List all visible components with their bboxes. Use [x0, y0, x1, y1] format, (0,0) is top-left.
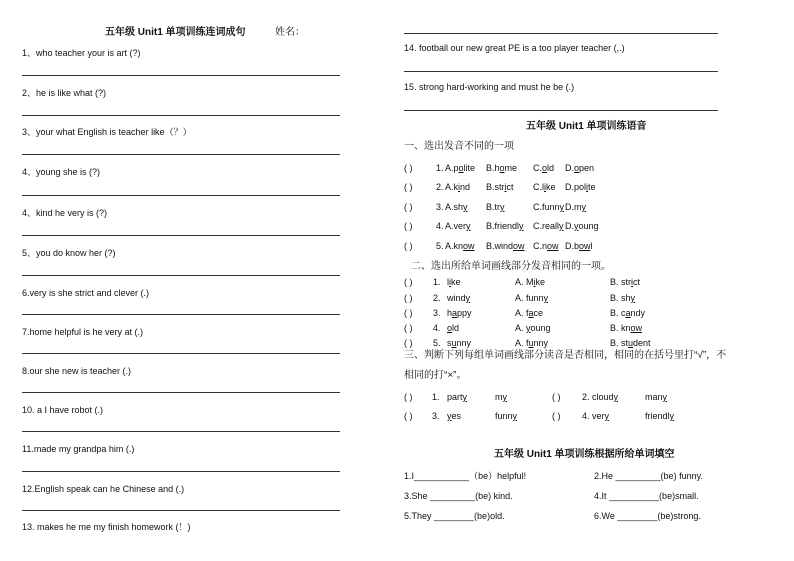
question-number: 1.	[436, 163, 444, 173]
option-d-underlined: ow	[579, 241, 591, 251]
word-right-1-pre: m	[495, 392, 503, 402]
option-a-pre: A. f	[515, 308, 529, 318]
given-word-pre: s	[447, 338, 452, 348]
option-c-pre: C.reall	[533, 221, 560, 231]
option-d-underlined: o	[574, 163, 580, 173]
option-c-underlined: o	[542, 163, 548, 173]
option-a-underlined: y	[466, 221, 471, 231]
option-a-post: ce	[533, 308, 544, 318]
given-word-post: ppy	[457, 308, 472, 318]
option-b	[610, 307, 645, 319]
section2-heading: 二、选出所给单词画线部分发音相同的一项。	[411, 261, 611, 272]
fill-item: 6.We ________(be)strong.	[594, 511, 701, 521]
answer-line	[22, 510, 340, 511]
given-word-post: ld	[452, 323, 460, 333]
sentence-15: 15. strong hard-working and must he be (.)	[404, 82, 575, 92]
option-a	[515, 322, 551, 334]
answer-bracket: ( )	[404, 323, 413, 333]
question-number: 1.	[432, 392, 440, 402]
word-right-1-underlined: y	[512, 411, 518, 421]
answer-line	[404, 110, 718, 111]
option-c	[533, 201, 564, 213]
option-d-pre: D.b	[565, 241, 580, 251]
option-a-underlined: o	[458, 163, 464, 173]
word-left-1-pre: part	[447, 392, 463, 402]
answer-line	[22, 392, 340, 393]
word-right-1	[495, 410, 517, 422]
word-right-2-pre: friendl	[645, 411, 670, 421]
given-word-underlined: u	[451, 338, 457, 348]
given-word-underlined: y	[465, 293, 471, 303]
option-c-post: ke	[546, 182, 556, 192]
option-a	[445, 220, 471, 232]
option-a-post: nd	[460, 182, 471, 192]
answer-line	[22, 275, 340, 276]
question-number: 3.	[432, 411, 440, 421]
given-word-underlined: a	[452, 308, 458, 318]
question-number: 2.	[433, 293, 441, 303]
option-d-pre: D.m	[565, 202, 582, 212]
word-right-1-pre: funn	[495, 411, 513, 421]
given-word	[447, 307, 472, 319]
option-b-underlined: i	[504, 182, 507, 192]
sentence-item: 13. makes he me my finish homework (！)	[22, 522, 191, 532]
option-a-underlined: u	[528, 338, 534, 348]
option-d-underlined: y	[581, 202, 586, 212]
answer-line	[22, 75, 340, 76]
word-left-1-underlined: y	[462, 392, 468, 402]
option-a	[515, 292, 548, 304]
option-a-post: nny	[533, 338, 549, 348]
sentence-item: 10. a I have robot (.)	[22, 405, 104, 415]
option-b	[610, 292, 635, 304]
option-a-post: ke	[535, 277, 546, 287]
option-b-underlined: y	[519, 221, 524, 231]
option-a-underlined: y	[463, 202, 468, 212]
word-left-1	[447, 410, 461, 422]
option-b-pre: B. sh	[610, 293, 631, 303]
word-left-2-pre: cloud	[592, 392, 614, 402]
option-c-pre: C.n	[533, 241, 548, 251]
question-number: 4.	[436, 221, 444, 231]
word-left-2	[592, 391, 618, 403]
option-d-post: pen	[579, 163, 595, 173]
fill-item: 2.He _________(be) funny.	[594, 471, 703, 481]
word-left-1-underlined: y	[447, 411, 452, 421]
option-b-post: ndy	[630, 308, 646, 318]
option-a-pre: A. f	[515, 338, 529, 348]
option-c-underlined: i	[544, 182, 546, 192]
given-word-underlined: o	[447, 323, 453, 333]
option-c	[533, 162, 554, 174]
option-a-pre: A.	[515, 323, 527, 333]
option-a-underlined: a	[528, 308, 534, 318]
answer-bracket: ( )	[404, 392, 413, 402]
option-d-underlined: i	[586, 182, 589, 192]
question-number: 5.	[433, 338, 441, 348]
option-a	[515, 337, 548, 349]
option-b	[486, 220, 524, 232]
answer-line	[22, 115, 340, 116]
option-b-pre: B.wind	[486, 241, 514, 251]
option-a-pre: A. M	[515, 277, 534, 287]
given-word	[447, 292, 470, 304]
option-b-pre: B. kn	[610, 323, 631, 333]
option-a-pre: A.kn	[445, 241, 464, 251]
option-b-post: ct	[633, 277, 641, 287]
left-title: 五年级 Unit1 单项训练连词成句	[105, 27, 246, 38]
answer-bracket: ( )	[404, 163, 413, 173]
answer-bracket: ( )	[404, 182, 413, 192]
sentence-item: 12.English speak can he Chinese and (.)	[22, 484, 185, 494]
option-a-pre: A.p	[445, 163, 459, 173]
word-right-2-underlined: y	[662, 392, 668, 402]
option-a-underlined: y	[526, 323, 531, 333]
sentence-item: 5、you do know her (?)	[22, 248, 116, 258]
option-b-underlined: o	[499, 163, 505, 173]
answer-bracket: ( )	[404, 338, 413, 348]
option-b	[610, 337, 651, 349]
section3-heading-cont: 相同的打“×”。	[404, 370, 467, 381]
question-number: 3.	[436, 202, 444, 212]
given-word	[447, 322, 459, 334]
question-number: 2.	[436, 182, 444, 192]
sentence-item: 8.our she new is teacher (.)	[22, 366, 132, 376]
option-b-post: dent	[633, 338, 651, 348]
option-b-pre: B. st	[610, 338, 629, 348]
word-right-2-pre: man	[645, 392, 663, 402]
option-c-pre: C.	[533, 163, 542, 173]
option-b	[486, 162, 517, 174]
option-b-pre: B.h	[486, 163, 500, 173]
option-d-pre: D.	[565, 163, 574, 173]
fill-title: 五年级 Unit1 单项训练根据所给单词填空	[494, 449, 675, 460]
word-right-1-underlined: y	[502, 392, 507, 402]
answer-bracket: ( )	[404, 277, 413, 287]
option-c-underlined: y	[559, 221, 564, 231]
option-d-pre: D.	[565, 221, 574, 231]
given-word-pre: h	[447, 308, 453, 318]
option-d-pre: D.pol	[565, 182, 587, 192]
section3-heading: 三、判断下列每组单词画线部分读音是否相同，相同的在括号里打“√”，不	[404, 350, 727, 361]
option-b-underlined: y	[500, 202, 505, 212]
answer-line	[22, 314, 340, 315]
option-b	[486, 201, 505, 213]
option-c	[533, 181, 556, 193]
option-c-post: ld	[547, 163, 555, 173]
answer-line	[22, 471, 340, 472]
given-word-pre: l	[447, 277, 449, 287]
option-b-post: me	[504, 163, 518, 173]
question-number: 5.	[436, 241, 444, 251]
answer-bracket: ( )	[552, 392, 561, 402]
option-d-post: l	[590, 241, 593, 251]
option-a	[515, 276, 545, 288]
answer-line	[22, 353, 340, 354]
option-a-post: oung	[530, 323, 551, 333]
sentence-item: 6.very is she strict and clever (.)	[22, 288, 150, 298]
option-d-post: oung	[578, 221, 599, 231]
option-a-underlined: ow	[463, 241, 475, 251]
answer-bracket: ( )	[404, 221, 413, 231]
given-word-post: nny	[456, 338, 472, 348]
given-word	[447, 276, 461, 288]
option-b-underlined: ow	[630, 323, 643, 333]
option-d-underlined: y	[574, 221, 579, 231]
option-c	[533, 220, 564, 232]
option-b	[486, 240, 525, 252]
option-d	[565, 181, 596, 193]
option-a	[445, 201, 468, 213]
option-d	[565, 220, 599, 232]
sentence-item: 1、who teacher your is art (?)	[22, 48, 141, 58]
option-a-underlined: i	[533, 277, 536, 287]
option-b-underlined: a	[625, 308, 631, 318]
option-b-pre: B.friendl	[486, 221, 520, 231]
option-b-underlined: i	[631, 277, 634, 287]
option-b-pre: B.str	[486, 182, 505, 192]
section1-heading: 一、选出发音不同的一项	[404, 141, 514, 152]
answer-bracket: ( )	[404, 202, 413, 212]
given-word-post: ke	[451, 277, 461, 287]
option-a-post: lite	[463, 163, 476, 173]
option-a-pre: A. funn	[515, 293, 544, 303]
answer-line	[404, 71, 718, 72]
option-a-underlined: i	[458, 182, 461, 192]
option-a-pre: A.sh	[445, 202, 464, 212]
question-number: 4.	[582, 411, 590, 421]
option-b-underlined: u	[628, 338, 634, 348]
answer-bracket: ( )	[552, 411, 561, 421]
option-d	[565, 201, 586, 213]
option-a-underlined: y	[543, 293, 549, 303]
given-word	[447, 337, 471, 349]
sentence-item: 2、he is like what (?)	[22, 88, 107, 98]
word-left-1-post: es	[451, 411, 462, 421]
word-right-2	[645, 391, 667, 403]
fill-item: 4.It __________(be)small.	[594, 491, 699, 501]
option-c-pre: C.l	[533, 182, 544, 192]
question-number: 4.	[433, 323, 441, 333]
fill-item: 3.She _________(be) kind.	[404, 491, 513, 501]
option-c	[533, 240, 559, 252]
given-word-pre: wind	[447, 293, 466, 303]
option-d	[565, 162, 594, 174]
answer-line	[404, 33, 718, 34]
word-right-2-underlined: y	[669, 411, 675, 421]
phonics-title: 五年级 Unit1 单项训练语音	[526, 121, 647, 132]
answer-bracket: ( )	[404, 293, 413, 303]
answer-line	[22, 431, 340, 432]
option-a-pre: A.k	[445, 182, 459, 192]
option-d-post: te	[588, 182, 596, 192]
sentence-item: 11.made my grandpa him (.)	[22, 444, 135, 454]
sentence-item: 4、young she is (?)	[22, 167, 101, 177]
sentence-item: 4、kind he very is (?)	[22, 208, 108, 218]
option-a	[445, 162, 475, 174]
answer-bracket: ( )	[404, 411, 413, 421]
fill-item: 1.I___________（be）helpful!	[404, 471, 527, 481]
answer-line	[22, 235, 340, 236]
word-left-1	[447, 391, 467, 403]
option-c-underlined: ow	[547, 241, 559, 251]
option-b-pre: B.tr	[486, 202, 501, 212]
sentence-item: 7.home helpful is he very at (.)	[22, 327, 144, 337]
word-right-2	[645, 410, 674, 422]
option-b	[610, 276, 640, 288]
word-left-2-underlined: y	[604, 411, 610, 421]
option-a	[445, 181, 470, 193]
word-left-2-pre: ver	[592, 411, 605, 421]
option-b-post: ct	[506, 182, 514, 192]
option-b	[486, 181, 514, 193]
question-number: 3.	[433, 308, 441, 318]
option-a	[515, 307, 543, 319]
option-a	[445, 240, 475, 252]
answer-bracket: ( )	[404, 241, 413, 251]
option-d	[565, 240, 593, 252]
option-c-underlined: y	[559, 202, 565, 212]
option-a-pre: A.ver	[445, 221, 467, 231]
fill-item: 5.They ________(be)old.	[404, 511, 505, 521]
sentence-item: 3、your what English is teacher like（？）	[22, 127, 192, 137]
option-b-pre: B. str	[610, 277, 632, 287]
answer-line	[22, 154, 340, 155]
option-c-pre: C.funn	[533, 202, 560, 212]
option-b-underlined: ow	[513, 241, 525, 251]
name-label: 姓名：	[275, 27, 305, 38]
answer-bracket: ( )	[404, 308, 413, 318]
sentence-14: 14. football our new great PE is a too player teacher (,.)	[404, 43, 625, 53]
option-b-pre: B. c	[610, 308, 626, 318]
question-number: 1.	[433, 277, 441, 287]
question-number: 2.	[582, 392, 590, 402]
word-left-2-underlined: y	[613, 392, 619, 402]
answer-line	[22, 195, 340, 196]
given-word-underlined: i	[449, 277, 451, 287]
word-right-1	[495, 391, 507, 403]
word-left-2	[592, 410, 609, 422]
option-b	[610, 322, 642, 334]
option-b-underlined: y	[630, 293, 636, 303]
